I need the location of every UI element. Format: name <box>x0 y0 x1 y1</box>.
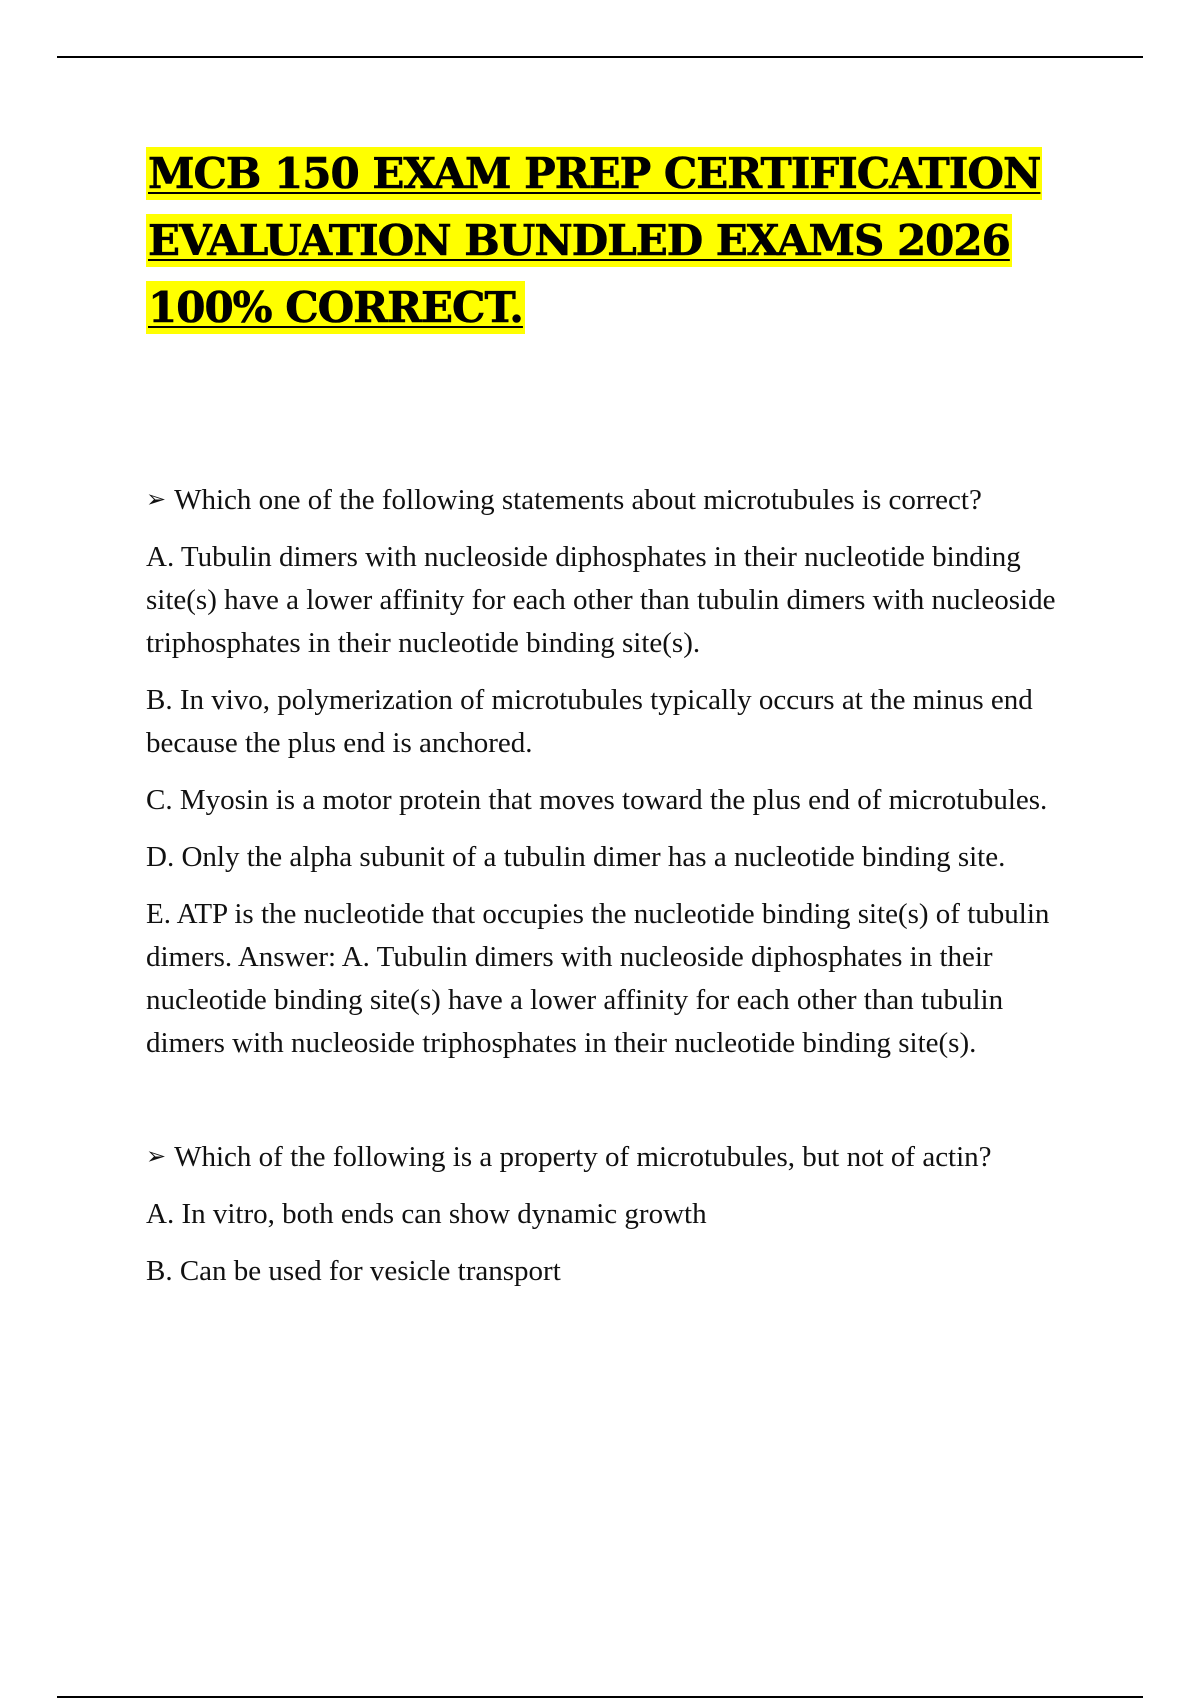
document-title <box>146 140 1106 341</box>
answer-option-c: C. Myosin is a motor protein that moves toward the plus end of microtubules. <box>146 784 1048 816</box>
question-block-2 <box>146 1135 1066 1293</box>
answer-option-a: A. In vitro, both ends can show dynamic growth <box>146 1198 707 1230</box>
answer-option-a: A. Tubulin dimers with nucleoside diphosphates in their nucleotide binding site(s) have a lower affinity for each other than tubulin dimers with nucleoside triphosphates in their nucleotide binding site(s). <box>146 541 1056 659</box>
question-1 <box>146 478 1066 522</box>
answer-option-b: B. Can be used for vesicle transport <box>146 1255 561 1287</box>
question-list <box>146 478 1066 1363</box>
title-line-1: MCB 150 EXAM PREP CERTIFICATION <box>148 149 1041 198</box>
question-block-1 <box>146 478 1066 1065</box>
bottom-rule <box>57 1696 1143 1698</box>
answer-option-e: E. ATP is the nucleotide that occupies the nucleotide binding site(s) of tubulin dimers. Answer: A. Tubulin dimers with nucleoside diphosphates in their nucleotide binding site(s) have a lower affinity for each other than tubulin dimers with nucleoside triphosphates in their nucleotide binding site(s). <box>146 898 1050 1059</box>
arrow-bullet-icon: ➢ <box>146 485 167 513</box>
question-text: Which one of the following statements about microtubules is correct? <box>174 484 982 516</box>
title-line-2: EVALUATION BUNDLED EXAMS 2026 <box>148 216 1010 265</box>
title-line-3: 100% CORRECT. <box>148 283 523 332</box>
answer-option-b: B. In vivo, polymerization of microtubules typically occurs at the minus end because the plus end is anchored. <box>146 684 1033 759</box>
top-rule <box>57 56 1143 58</box>
arrow-bullet-icon: ➢ <box>146 1142 167 1170</box>
answer-option-d: D. Only the alpha subunit of a tubulin dimer has a nucleotide binding site. <box>146 841 1006 873</box>
question-2 <box>146 1135 1066 1179</box>
question-text: Which of the following is a property of microtubules, but not of actin? <box>174 1141 992 1173</box>
